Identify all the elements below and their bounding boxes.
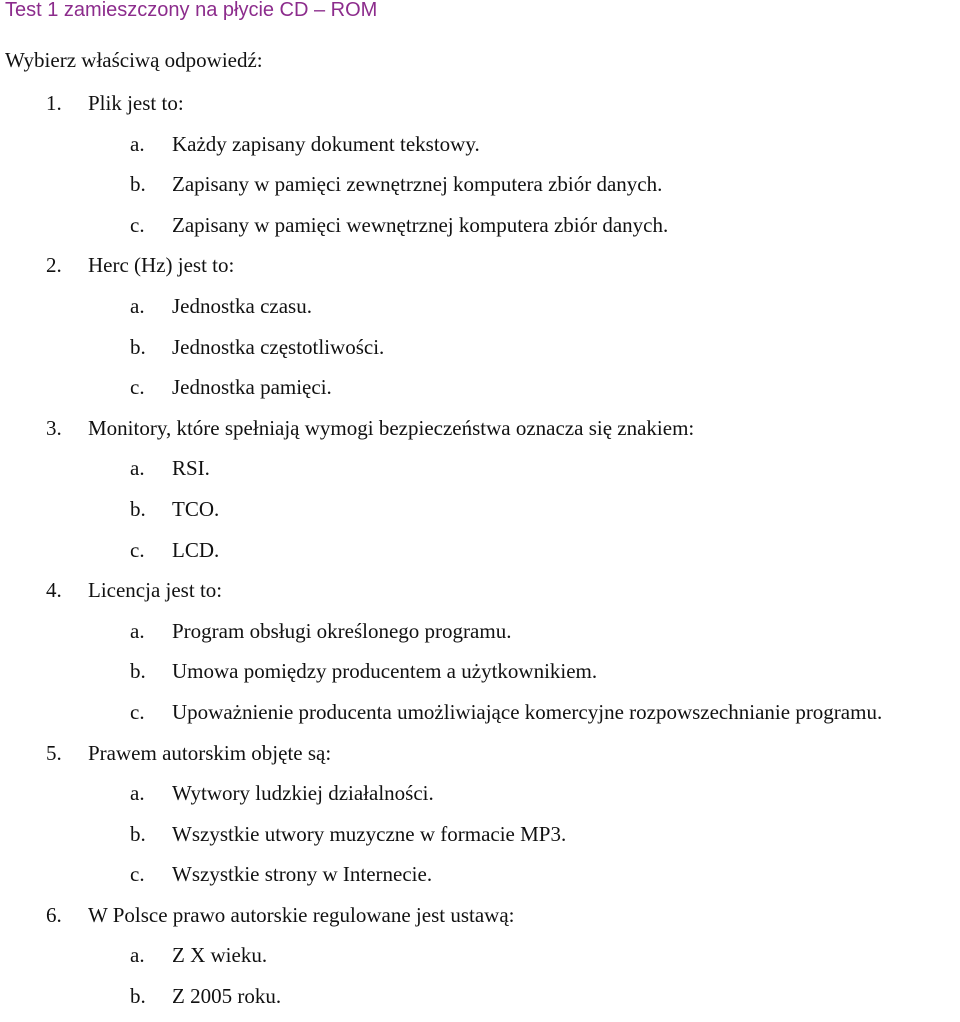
question-2 bbox=[0, 250, 960, 291]
option-letter: c. bbox=[130, 862, 145, 887]
option-text: Jednostka pamięci. bbox=[172, 375, 332, 400]
option-letter: a. bbox=[130, 781, 145, 806]
question-6-option-a bbox=[0, 940, 960, 981]
option-letter: c. bbox=[130, 375, 145, 400]
question-text: Plik jest to: bbox=[88, 91, 184, 115]
question-4-option-a bbox=[0, 616, 960, 657]
option-text: Zapisany w pamięci zewnętrznej komputera zbiór danych. bbox=[172, 172, 663, 197]
option-letter: a. bbox=[130, 618, 145, 643]
question-5-option-c bbox=[0, 859, 960, 900]
question-4-option-b bbox=[0, 656, 960, 697]
option-letter: c. bbox=[130, 212, 145, 237]
question-5 bbox=[0, 738, 960, 779]
option-letter: a. bbox=[130, 293, 145, 318]
option-text: Z 2005 roku. bbox=[172, 984, 282, 1009]
question-3-option-a bbox=[0, 453, 960, 494]
option-text: Z X wieku. bbox=[172, 943, 268, 968]
question-1-option-a bbox=[0, 129, 960, 170]
question-number: 5. bbox=[46, 740, 62, 765]
option-letter: a. bbox=[130, 131, 145, 156]
question-4-option-c bbox=[0, 697, 960, 738]
option-letter: a. bbox=[130, 456, 145, 481]
question-text: Monitory, które spełniają wymogi bezpieczeństwa oznacza się znakiem: bbox=[88, 415, 695, 440]
question-6-option-b bbox=[0, 981, 960, 1022]
question-1-option-c bbox=[0, 210, 960, 251]
option-letter: a. bbox=[130, 943, 145, 968]
option-text: Upoważnienie producenta umożliwiające komercyjne rozpowszechnianie programu. bbox=[172, 699, 883, 724]
option-text: Wszystkie utwory muzyczne w formacie MP3. bbox=[172, 821, 567, 846]
option-text: TCO. bbox=[172, 496, 220, 521]
question-text: Licencja jest to: bbox=[88, 578, 223, 603]
instruction-text: Wybierz właściwą odpowiedź: bbox=[5, 48, 263, 72]
option-letter: b. bbox=[130, 334, 146, 359]
question-number: 6. bbox=[46, 902, 62, 927]
question-3-option-c bbox=[0, 535, 960, 576]
question-text: W Polsce prawo autorskie regulowane jest ustawą: bbox=[88, 902, 515, 927]
quiz-list bbox=[0, 88, 960, 1022]
question-5-option-b bbox=[0, 819, 960, 860]
option-letter: b. bbox=[130, 496, 146, 521]
question-number: 4. bbox=[46, 578, 62, 603]
question-text: Prawem autorskim objęte są: bbox=[88, 740, 332, 765]
question-3 bbox=[0, 413, 960, 454]
question-text: Herc (Hz) jest to: bbox=[88, 253, 235, 278]
question-5-option-a bbox=[0, 778, 960, 819]
option-letter: c. bbox=[130, 699, 145, 724]
question-6 bbox=[0, 900, 960, 941]
option-letter: b. bbox=[130, 659, 146, 684]
option-text: Wytwory ludzkiej działalności. bbox=[172, 781, 434, 806]
option-text: Umowa pomiędzy producentem a użytkownikiem. bbox=[172, 659, 598, 684]
question-number: 1. bbox=[46, 91, 62, 115]
option-text: Jednostka czasu. bbox=[172, 293, 312, 318]
question-1 bbox=[0, 88, 960, 129]
document-title: Test 1 zamieszczony na płycie CD – ROM bbox=[5, 0, 378, 21]
question-2-option-c bbox=[0, 372, 960, 413]
question-number: 3. bbox=[46, 415, 62, 440]
question-4 bbox=[0, 575, 960, 616]
question-number: 2. bbox=[46, 253, 62, 278]
option-letter: b. bbox=[130, 984, 146, 1009]
option-letter: b. bbox=[130, 821, 146, 846]
option-text: Wszystkie strony w Internecie. bbox=[172, 862, 433, 887]
option-text: RSI. bbox=[172, 456, 210, 481]
option-text: Jednostka częstotliwości. bbox=[172, 334, 385, 359]
option-text: Zapisany w pamięci wewnętrznej komputera zbiór danych. bbox=[172, 212, 669, 237]
option-letter: b. bbox=[130, 172, 146, 197]
option-text: LCD. bbox=[172, 537, 220, 562]
question-1-option-b bbox=[0, 169, 960, 210]
question-3-option-b bbox=[0, 494, 960, 535]
question-2-option-a bbox=[0, 291, 960, 332]
option-text: Każdy zapisany dokument tekstowy. bbox=[172, 131, 480, 156]
option-text: Program obsługi określonego programu. bbox=[172, 618, 512, 643]
question-2-option-b bbox=[0, 332, 960, 373]
option-letter: c. bbox=[130, 537, 145, 562]
